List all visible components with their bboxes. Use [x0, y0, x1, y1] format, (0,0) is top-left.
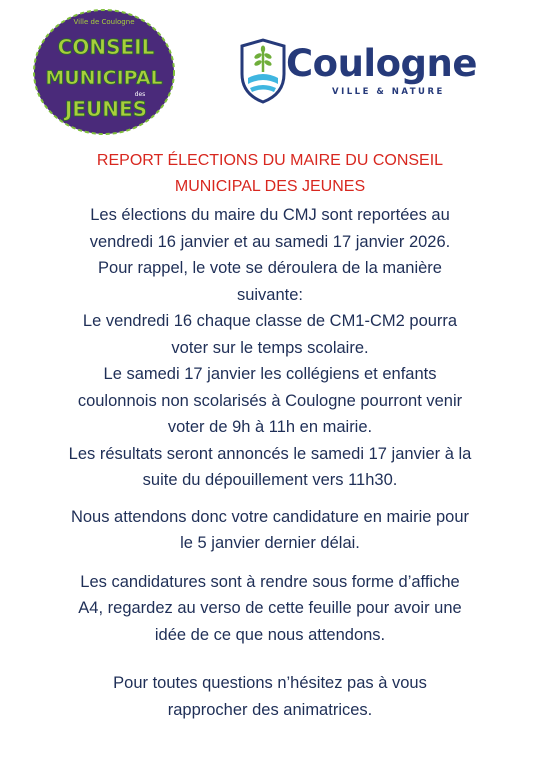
- paragraph-candidature-deadline: Nous attendons donc votre candidature en mairie pour le 5 janvier dernier délai.: [70, 507, 470, 552]
- conseil-municipal-jeunes-logo: [30, 6, 180, 138]
- header: [0, 0, 540, 145]
- svg-text:Ville de Coulogne: Ville de Coulogne: [73, 18, 135, 26]
- coulogne-emblem-icon: [236, 38, 290, 104]
- svg-text:MUNICIPAL: MUNICIPAL: [45, 67, 163, 89]
- announcement-title: REPORT ÉLECTIONS DU MAIRE DU CONSEIL MUNICIPAL DES JEUNES: [96, 152, 444, 195]
- coulogne-logo: [236, 38, 506, 106]
- svg-text:JEUNES: JEUNES: [64, 97, 148, 121]
- announcement: [12, 148, 528, 723]
- city-name: Coulogne: [286, 42, 477, 85]
- svg-text:des: des: [134, 91, 146, 98]
- paragraph-postponement: Les élections du maire du CMJ sont reportées au vendredi 16 janvier et au samedi 17 janvier 2026. Pour rappel, le vote se déroulera de la manière suivante: Le vendredi 16 chaque classe de CM1-CM2 pourra voter sur le temps scolaire. Le samedi 17 janvier les collégiens et enfants coulonnois non scolarisés à Coulogne pourront venir voter de 9h à 11h en mairie. Les résultats seront annoncés le samedi 17 janvier à la suite du dépouillement vers 11h30.: [68, 206, 472, 489]
- paragraph-candidature-format: Les candidatures sont à rendre sous forme d’affiche A4, regardez au verso de cette feuille pour avoir une idée de ce que nous attendons.: [78, 572, 462, 644]
- svg-text:CONSEIL: CONSEIL: [57, 35, 155, 59]
- paragraph-contact: Pour toutes questions n’hésitez pas à vous rapprocher des animatrices.: [113, 674, 427, 719]
- city-tagline: VILLE & NATURE: [332, 87, 445, 97]
